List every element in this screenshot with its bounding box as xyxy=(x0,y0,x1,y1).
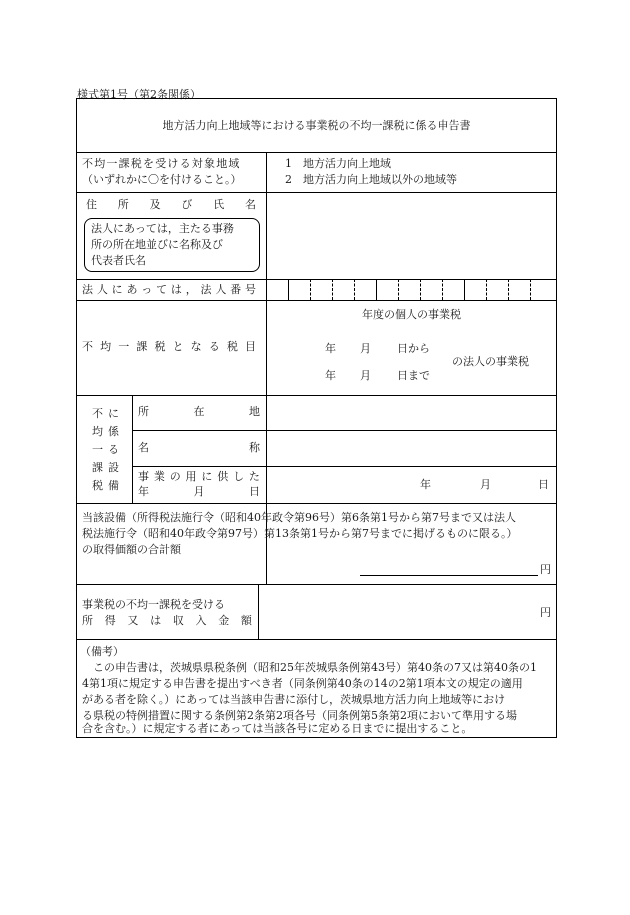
remarks-line4: る県税の特例措置に関する条例第2条第2項各号（同条例第5条第2項において準用する場 xyxy=(82,709,517,722)
target-area-label-line2: （いずれかに〇を付けること。） xyxy=(82,173,242,186)
facility-date-year: 年 xyxy=(420,478,431,491)
address-note-line3: 代表者氏名 xyxy=(91,254,146,267)
tax-item-to-suffix: 日まで xyxy=(397,369,430,382)
tax-item-to-month: 月 xyxy=(360,369,371,382)
facility-date-day: 日 xyxy=(538,478,549,491)
address-note-line2: 所の所在地並びに名称及び xyxy=(91,238,223,251)
tax-item-individual: 年度の個人の事業税 xyxy=(362,308,461,321)
acquisition-text-line2: 税法施行令（昭和40年政令第97号）第13条第1号から第7号までに掲げるものに限る。） xyxy=(82,527,518,540)
tax-item-label: 不 均 一 課 税 と な る 税 目 xyxy=(82,340,256,353)
address-note-line1: 法人にあっては，主たる事務 xyxy=(91,222,234,235)
form-title: 地方活力向上地域等における事業税の不均一課税に係る申告書 xyxy=(162,119,471,132)
facility-use-label-line1: 事 業 の 用 に 供 し た xyxy=(138,470,260,483)
remarks-line3: がある者を除く。）にあっては当該申告書に添付し，茨城県地方活力向上地域等におけ xyxy=(82,693,506,706)
tax-item-from-year: 年 xyxy=(325,342,336,355)
remarks-heading: （備考） xyxy=(80,645,124,658)
remarks-line5: 合を含む。）に規定する者にあっては当該各号に定める日までに提出すること。 xyxy=(82,722,473,735)
facility-date-month: 月 xyxy=(480,478,491,491)
income-unit: 円 xyxy=(540,606,551,619)
remarks-line1: この申告書は，茨城県県税条例（昭和25年茨城県条例第43号）第40条の7又は第40条の1 xyxy=(82,661,537,674)
acquisition-unit: 円 xyxy=(540,563,551,576)
address-name-label: 住 所 及 び 氏 名 xyxy=(86,198,256,211)
income-label-line2: 所 得 又 は 収 入 金 額 xyxy=(82,614,252,627)
income-label-line1: 事業税の不均一課税を受ける xyxy=(82,598,225,611)
acquisition-text-line3: の取得価額の合計額 xyxy=(82,543,181,556)
facility-location-label: 所 在 地 xyxy=(138,405,260,418)
acquisition-amount-line[interactable] xyxy=(360,575,538,576)
remarks-line2: 4第1項に規定する申告書を提出すべき者（同条例第40条の14の2第1項本文の規定の適用 xyxy=(82,677,523,690)
tax-item-from-suffix: 日から xyxy=(397,342,430,355)
form-label: 様式第1号（第2条関係） xyxy=(77,88,201,101)
facility-use-label-line2: 年 月 日 xyxy=(138,485,260,498)
acquisition-text-line1: 当該設備（所得税法施行令（昭和40年政令第96号）第6条第1号から第7号まで又は法人 xyxy=(82,511,516,524)
target-area-label-line1: 不均一課税を受ける対象地域 xyxy=(82,157,241,170)
target-area-option-2[interactable]: 2 地方活力向上地域以外の地域等 xyxy=(285,173,457,186)
target-area-option-1[interactable]: 1 地方活力向上地域 xyxy=(285,157,391,170)
tax-item-corporate: の法人の事業税 xyxy=(452,355,529,368)
facility-name-label: 名 称 xyxy=(138,441,260,454)
corp-number-label: 法 人 に あ っ て は ， 法 人 番 号 xyxy=(82,283,256,296)
tax-item-to-year: 年 xyxy=(325,369,336,382)
tax-item-from-month: 月 xyxy=(360,342,371,355)
